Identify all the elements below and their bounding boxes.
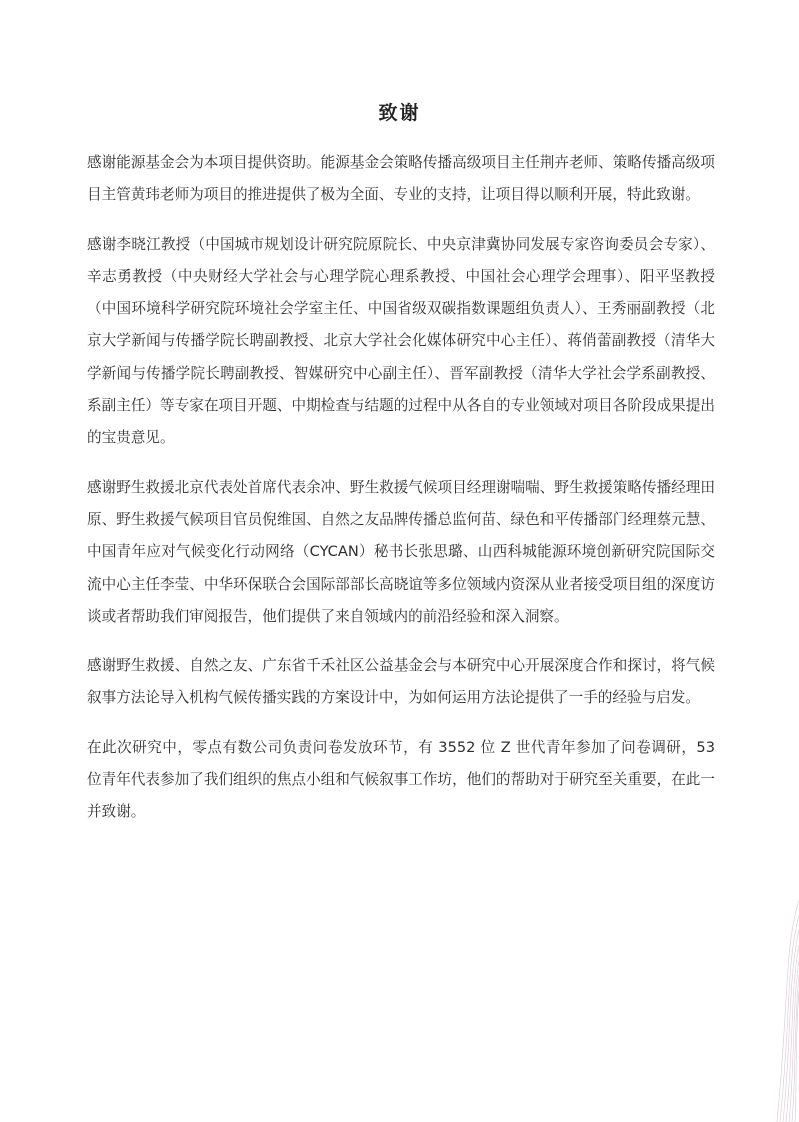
- page-title: 致谢: [378, 102, 421, 124]
- paragraph-partners: 感谢野生救援、自然之友、广东省千禾社区公益基金会与本研究中心开展深度合作和探讨，将气候叙事方法论导入机构气候传播实践的方案设计中，为如何运用方法论提供了一手的经验与启发。: [87, 657, 715, 707]
- paragraph-experts: 感谢李晓江教授（中国城市规划设计研究院原院长、中央京津冀协同发展专家咨询委员会专家）、辛志勇教授（中央财经大学社会与心理学院心理系教授、中国社会心理学会理事）、阳平坚教授（中国环境科学研究院环境社会学室主任、中国省级双碳指数课题组负责人）、王秀丽副教授（北京大学新闻与传播学院长聘副教授、北京大学社会化媒体研究中心主任）、蒋俏蕾副教授（清华大学新闻与传播学院长聘副教授、智媒研究中心副主任）、晋军副教授（清华大学社会学系副教授、系副主任）等专家在项目开题、中期检查与结题的过程中从各自的专业领域对项目各阶段成果提出的宝贵意见。: [87, 235, 715, 447]
- acknowledgement-body: [87, 147, 715, 846]
- decorative-wave-lines: [759, 880, 799, 1122]
- paragraph-practitioners: 感谢野生救援北京代表处首席代表余冲、野生救援气候项目经理谢喘喘、野生救援策略传播经理田原、野生救援气候项目官员倪维国、自然之友品牌传播总监何苗、绿色和平传播部门经理蔡元慧、中国青年应对气候变化行动网络（CYCAN）秘书长张思璐、山西科城能源环境创新研究院国际交流中心主任李莹、中华环保联合会国际部部长高晓谊等多位领域内资深从业者接受项目组的深度访谈或者帮助我们审阅报告，他们提供了来自领域内的前沿经验和深入洞察。: [87, 478, 715, 625]
- paragraph-survey: 在此次研究中，零点有数公司负责问卷发放环节，有 3552 位 Z 世代青年参加了问卷调研，53 位青年代表参加了我们组织的焦点小组和气候叙事工作坊，他们的帮助对于研究至关重要，在此一并致谢。: [87, 738, 715, 821]
- paragraph-funding: 感谢能源基金会为本项目提供资助。能源基金会策略传播高级项目主任荆卉老师、策略传播高级项目主管黄玮老师为项目的推进提供了极为全面、专业的支持，让项目得以顺利开展，特此致谢。: [87, 154, 715, 204]
